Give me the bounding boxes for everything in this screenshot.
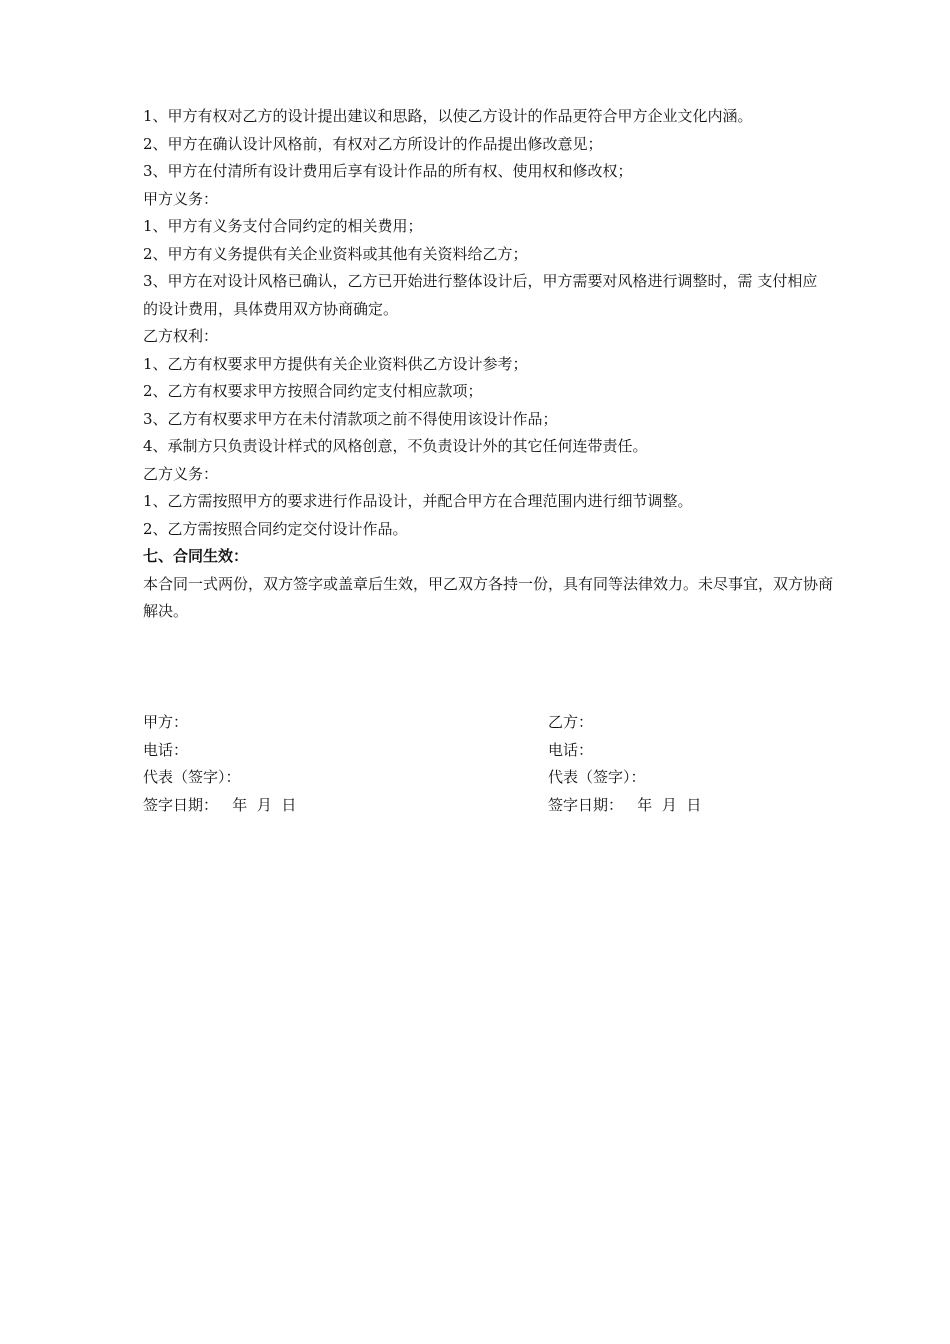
- section-7-body: 本合同一式两份，双方签字或盖章后生效，甲乙双方各持一份，具有同等法律效力。未尽事宜，双方协商解决。: [143, 574, 834, 620]
- party-a-date-label: 签字日期： 年 月 日: [143, 795, 297, 814]
- party-b-duties-title: 乙方义务：: [143, 464, 219, 483]
- party-a-right-3: 3、甲方在付清所有设计费用后享有设计作品的所有权、使用权和修改权；: [143, 162, 633, 180]
- signature-block: [143, 709, 833, 821]
- party-b-right-3: 3、乙方有权要求甲方在未付清款项之前不得使用该设计作品；: [143, 409, 558, 428]
- party-b-label: 乙方：: [548, 713, 594, 731]
- party-a-duty-1: 1、甲方有义务支付合同约定的相关费用；: [143, 217, 423, 235]
- party-b-duty-2: 2、乙方需按照合同约定交付设计作品。: [143, 519, 408, 538]
- party-b-rep-label: 代表（签字）：: [548, 768, 646, 786]
- party-a-duty-3: 3、甲方在对设计风格已确认，乙方已开始进行整体设计后，甲方需要对风格进行调整时，需 支付相应的设计费用，具体费用双方协商确定。: [143, 272, 818, 318]
- contract-body: [143, 103, 833, 626]
- party-b-duty-1: 1、乙方需按照甲方的要求进行作品设计，并配合甲方在合理范围内进行细节调整。: [143, 492, 693, 510]
- party-a-right-1: 1、甲方有权对乙方的设计提出建议和思路，以使乙方设计的作品更符合甲方企业文化内涵。: [143, 107, 753, 125]
- party-a-duties-title: 甲方义务：: [143, 189, 219, 208]
- section-7-heading: 七、合同生效：: [143, 547, 249, 565]
- party-a-rep-label: 代表（签字）：: [143, 768, 241, 786]
- party-a-right-2: 2、甲方在确认设计风格前，有权对乙方所设计的作品提出修改意见；: [143, 134, 603, 153]
- party-a-label: 甲方：: [143, 713, 189, 731]
- party-a-signature: [143, 709, 296, 819]
- party-b-rights-title: 乙方权利：: [143, 327, 219, 345]
- party-b-right-2: 2、乙方有权要求甲方按照合同约定支付相应款项；: [143, 382, 483, 400]
- party-b-right-1: 1、乙方有权要求甲方提供有关企业资料供乙方设计参考；: [143, 354, 528, 373]
- party-a-phone-label: 电话：: [143, 740, 189, 759]
- party-a-duty-2: 2、甲方有义务提供有关企业资料或其他有关资料给乙方；: [143, 244, 528, 263]
- party-b-date-label: 签字日期： 年 月 日: [548, 795, 702, 814]
- party-b-signature: [548, 709, 701, 819]
- party-b-phone-label: 电话：: [548, 740, 594, 759]
- party-b-right-4: 4、承制方只负责设计样式的风格创意，不负责设计外的其它任何连带责任。: [143, 437, 648, 455]
